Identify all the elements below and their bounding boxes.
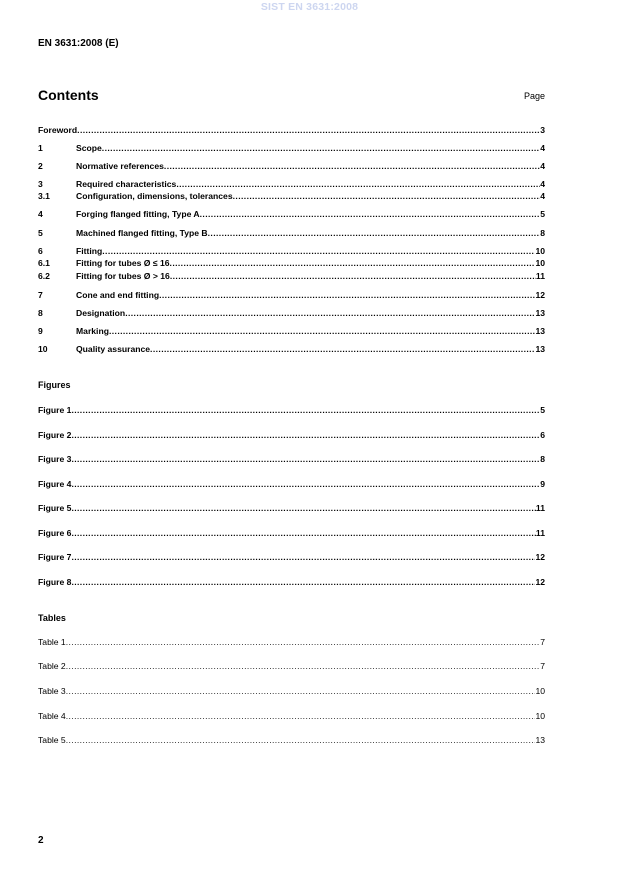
figure-entry-page: 11 bbox=[535, 503, 545, 513]
table-entry[interactable] bbox=[38, 661, 545, 672]
toc-entry-title: Machined flanged fitting, Type B bbox=[76, 228, 208, 238]
table-entry-page: 7 bbox=[540, 637, 545, 647]
figure-entry-page: 5 bbox=[540, 405, 545, 415]
figure-entry[interactable] bbox=[38, 430, 545, 441]
figure-entry-title: Figure 4 bbox=[38, 479, 72, 489]
figure-entry[interactable] bbox=[38, 479, 545, 490]
toc-entry-page: 3 bbox=[540, 125, 545, 135]
table-entry-page: 13 bbox=[535, 735, 545, 745]
toc-entry-title: Foreword bbox=[38, 125, 78, 135]
toc-entry-number: 4 bbox=[38, 209, 43, 219]
toc-entry[interactable] bbox=[38, 290, 545, 301]
contents-title: Contents bbox=[38, 87, 99, 103]
toc-entry-number: 3 bbox=[38, 179, 43, 189]
toc-entry-title: Quality assurance bbox=[76, 344, 151, 354]
page-column-label: Page bbox=[523, 91, 545, 101]
figure-entry[interactable] bbox=[38, 528, 545, 539]
figure-entry[interactable] bbox=[38, 577, 545, 588]
toc-entry-number: 6 bbox=[38, 246, 43, 256]
table-entry-title: Table 2 bbox=[38, 661, 66, 671]
toc-entry-page: 12 bbox=[535, 290, 545, 300]
toc-entry-page: 4 bbox=[540, 179, 545, 189]
toc-entry[interactable] bbox=[38, 228, 545, 239]
toc-entry[interactable] bbox=[38, 246, 545, 257]
toc-entry-page: 4 bbox=[540, 161, 545, 171]
figure-entry-page: 8 bbox=[540, 454, 545, 464]
toc-entry-page: 4 bbox=[540, 191, 545, 201]
table-entry-title: Table 4 bbox=[38, 711, 66, 721]
toc-entry-title: Designation bbox=[76, 308, 126, 318]
table-entry[interactable] bbox=[38, 735, 545, 746]
toc-entry-title: Cone and end fitting bbox=[76, 290, 160, 300]
table-entry[interactable] bbox=[38, 686, 545, 697]
toc-entry[interactable] bbox=[38, 191, 545, 202]
toc-entry[interactable] bbox=[38, 344, 545, 355]
toc-entry-title: Fitting for tubes Ø > 16 bbox=[76, 271, 170, 281]
toc-entry-title: Required characteristics bbox=[76, 179, 177, 189]
toc-entry-title: Forging flanged fitting, Type A bbox=[76, 209, 200, 219]
table-entry-page: 10 bbox=[535, 711, 545, 721]
toc-entry-title: Scope bbox=[76, 143, 102, 153]
table-entry[interactable] bbox=[38, 711, 545, 722]
figure-entry[interactable] bbox=[38, 454, 545, 465]
toc-entry-number: 5 bbox=[38, 228, 43, 238]
toc-entry-number: 6.1 bbox=[38, 258, 50, 268]
table-entry-title: Table 3 bbox=[38, 686, 66, 696]
toc-entry-number: 3.1 bbox=[38, 191, 50, 201]
table-entry-title: Table 5 bbox=[38, 735, 66, 745]
figure-entry-page: 6 bbox=[540, 430, 545, 440]
toc-entry-number: 6.2 bbox=[38, 271, 50, 281]
figure-entry-page: 9 bbox=[540, 479, 545, 489]
toc-entry[interactable] bbox=[38, 326, 545, 337]
toc-entry-page: 13 bbox=[535, 344, 545, 354]
toc-entry[interactable] bbox=[38, 258, 545, 269]
table-entry-page: 7 bbox=[540, 661, 545, 671]
table-entry-title: Table 1 bbox=[38, 637, 66, 647]
figure-entry-title: Figure 7 bbox=[38, 552, 72, 562]
toc-entry-page: 13 bbox=[535, 308, 545, 318]
figure-entry-title: Figure 6 bbox=[38, 528, 72, 538]
toc-entry-page: 10 bbox=[535, 258, 545, 268]
figures-heading: Figures bbox=[38, 380, 71, 390]
figure-entry[interactable] bbox=[38, 552, 545, 563]
figure-entry[interactable] bbox=[38, 503, 545, 514]
table-entry-page: 10 bbox=[535, 686, 545, 696]
page-number: 2 bbox=[38, 835, 44, 846]
toc-entry-page: 8 bbox=[540, 228, 545, 238]
figure-entry-title: Figure 5 bbox=[38, 503, 72, 513]
figure-entry-title: Figure 8 bbox=[38, 577, 72, 587]
toc-entry-foreword[interactable] bbox=[38, 125, 545, 136]
toc-entry[interactable] bbox=[38, 161, 545, 172]
figure-entry-title: Figure 1 bbox=[38, 405, 72, 415]
toc-entry[interactable] bbox=[38, 143, 545, 154]
toc-entry-title: Normative references bbox=[76, 161, 164, 171]
toc-entry-page: 11 bbox=[535, 271, 545, 281]
figure-entry-page: 12 bbox=[535, 552, 545, 562]
toc-entry-page: 4 bbox=[540, 143, 545, 153]
toc-entry-page: 5 bbox=[540, 209, 545, 219]
toc-entry[interactable] bbox=[38, 209, 545, 220]
toc-entry-page: 13 bbox=[535, 326, 545, 336]
figure-entry-page: 11 bbox=[535, 528, 545, 538]
figure-entry-page: 12 bbox=[535, 577, 545, 587]
document-id: EN 3631:2008 (E) bbox=[38, 38, 119, 49]
toc-entry[interactable] bbox=[38, 308, 545, 319]
figure-entry-title: Figure 3 bbox=[38, 454, 72, 464]
figure-entry[interactable] bbox=[38, 405, 545, 416]
toc-entry-number: 9 bbox=[38, 326, 43, 336]
toc-entry-page: 10 bbox=[535, 246, 545, 256]
watermark: SIST EN 3631:2008 bbox=[260, 1, 359, 13]
toc-entry-title: Marking bbox=[76, 326, 109, 336]
toc-entry[interactable] bbox=[38, 271, 545, 282]
toc-entry-number: 2 bbox=[38, 161, 43, 171]
tables-heading: Tables bbox=[38, 613, 66, 623]
toc-entry-number: 1 bbox=[38, 143, 43, 153]
figure-entry-title: Figure 2 bbox=[38, 430, 72, 440]
toc-entry-title: Fitting bbox=[76, 246, 103, 256]
toc-entry-title: Fitting for tubes Ø ≤ 16 bbox=[76, 258, 170, 268]
toc-entry-title: Configuration, dimensions, tolerances bbox=[76, 191, 233, 201]
toc-entry[interactable] bbox=[38, 179, 545, 190]
table-entry[interactable] bbox=[38, 637, 545, 648]
toc-entry-number: 10 bbox=[38, 344, 48, 354]
toc-entry-number: 8 bbox=[38, 308, 43, 318]
toc-entry-number: 7 bbox=[38, 290, 43, 300]
